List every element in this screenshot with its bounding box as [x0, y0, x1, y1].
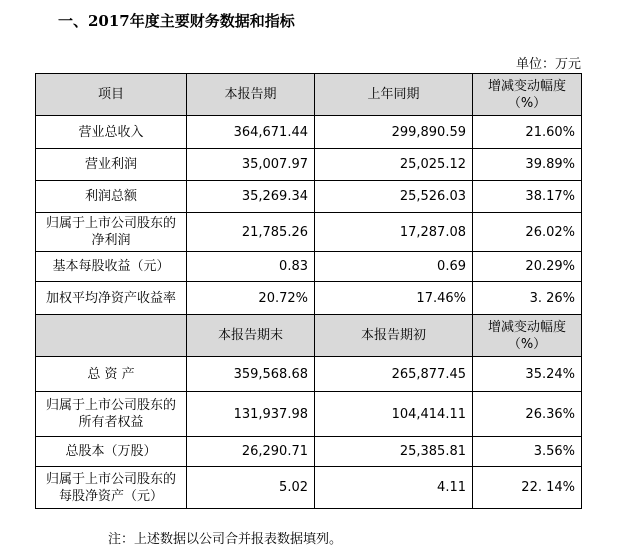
- current-value: 5.02: [187, 467, 315, 509]
- table-row: [36, 213, 582, 252]
- current-value: 21,785.26: [187, 213, 315, 252]
- change-value: 39.89%: [473, 149, 582, 181]
- previous-value: 17.46%: [315, 282, 473, 315]
- current-value: 20.72%: [187, 282, 315, 315]
- table-row: [36, 181, 582, 213]
- table-row: [36, 467, 582, 509]
- table-row: [36, 357, 582, 392]
- row-label-line1: 归属于上市公司股东的: [45, 471, 176, 487]
- table-subheader-row: [36, 315, 582, 357]
- current-value: 35,007.97: [187, 149, 315, 181]
- header-change-line2: （%）: [507, 95, 547, 111]
- section-heading: 一、2017年度主要财务数据和指标: [58, 12, 295, 30]
- current-value: 131,937.98: [187, 392, 315, 437]
- table-row: [36, 282, 582, 315]
- change-value: 26.02%: [473, 213, 582, 252]
- change-value: 3.56%: [473, 437, 582, 467]
- change-value: 35.24%: [473, 357, 582, 392]
- unit-label: 单位：万元: [515, 57, 581, 72]
- header-current-period: 本报告期: [187, 74, 315, 116]
- table-row: [36, 149, 582, 181]
- header-change-line1: 增减变动幅度: [487, 78, 566, 94]
- subheader-change-line2: （%）: [507, 336, 547, 352]
- current-value: 35,269.34: [187, 181, 315, 213]
- table-footnote: 注：上述数据以公司合并报表数据填列。: [108, 532, 343, 547]
- previous-value: 25,385.81: [315, 437, 473, 467]
- change-value: 26.36%: [473, 392, 582, 437]
- row-label: 营业总收入: [36, 116, 187, 149]
- table-row: [36, 437, 582, 467]
- header-item: 项目: [36, 74, 187, 116]
- subheader-period-start: 本报告期初: [315, 315, 473, 357]
- row-label: 加权平均净资产收益率: [36, 282, 187, 315]
- previous-value: 4.11: [315, 467, 473, 509]
- row-label: 总 资 产: [36, 357, 187, 392]
- current-value: 359,568.68: [187, 357, 315, 392]
- row-label: [36, 213, 187, 252]
- previous-value: 265,877.45: [315, 357, 473, 392]
- header-previous-period: 上年同期: [315, 74, 473, 116]
- row-label: [36, 467, 187, 509]
- row-label: 总股本（万股）: [36, 437, 187, 467]
- previous-value: 299,890.59: [315, 116, 473, 149]
- change-value: 21.60%: [473, 116, 582, 149]
- change-value: 38.17%: [473, 181, 582, 213]
- table-row: [36, 252, 582, 282]
- previous-value: 104,414.11: [315, 392, 473, 437]
- subheader-period-end: 本报告期末: [187, 315, 315, 357]
- table-row: [36, 116, 582, 149]
- previous-value: 25,025.12: [315, 149, 473, 181]
- row-label: 营业利润: [36, 149, 187, 181]
- row-label: [36, 392, 187, 437]
- financial-table: [35, 73, 582, 509]
- subheader-change: [473, 315, 582, 357]
- change-value: 22. 14%: [473, 467, 582, 509]
- row-label-line2: 净利润: [91, 233, 131, 248]
- subheader-change-line1: 增减变动幅度: [487, 319, 566, 335]
- table-row: [36, 392, 582, 437]
- change-value: 3. 26%: [473, 282, 582, 315]
- row-label: 基本每股收益（元）: [36, 252, 187, 282]
- current-value: 0.83: [187, 252, 315, 282]
- current-value: 364,671.44: [187, 116, 315, 149]
- row-label: 利润总额: [36, 181, 187, 213]
- previous-value: 25,526.03: [315, 181, 473, 213]
- table-header-row: [36, 74, 582, 116]
- row-label-line2: 每股净资产（元）: [58, 488, 163, 504]
- subheader-empty: [36, 315, 187, 357]
- header-change: [473, 74, 582, 116]
- row-label-line1: 归属于上市公司股东的: [45, 216, 176, 231]
- change-value: 20.29%: [473, 252, 582, 282]
- current-value: 26,290.71: [187, 437, 315, 467]
- row-label-line2: 所有者权益: [78, 415, 144, 430]
- previous-value: 0.69: [315, 252, 473, 282]
- previous-value: 17,287.08: [315, 213, 473, 252]
- row-label-line1: 归属于上市公司股东的: [45, 398, 176, 413]
